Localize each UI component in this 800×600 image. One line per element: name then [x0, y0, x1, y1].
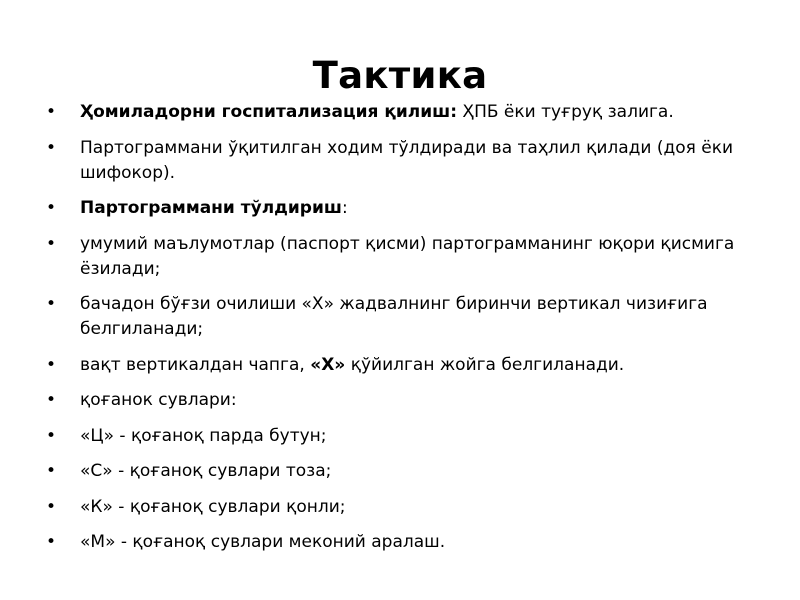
item-text: ҲПБ ёки туғруқ залига.: [457, 102, 674, 122]
bullet-icon: •: [46, 102, 57, 122]
bullet-icon: •: [46, 496, 57, 517]
item-text: қоғанок сувлари:: [80, 390, 237, 410]
bullet-list: [46, 100, 746, 555]
bullet-icon: •: [46, 294, 57, 314]
list-item: [46, 232, 746, 282]
item-text: умумий маълумотлар (паспорт қисми) партограмманинг юқори қисмига ёзилади;: [80, 233, 735, 279]
item-text: «Ц» - қоғаноқ парда бутун;: [80, 425, 327, 446]
bullet-icon: •: [46, 425, 57, 446]
bullet-icon: •: [46, 532, 57, 552]
list-item: [46, 292, 746, 342]
bullet-icon: •: [46, 390, 57, 410]
item-text: :: [341, 198, 348, 218]
bullet-icon: •: [46, 198, 57, 218]
item-text: вақт вертикалдан чапга,: [80, 354, 311, 375]
item-bold-text: Ҳомиладорни госпитализация қилиш:: [80, 102, 458, 122]
item-text: «М» - қоғаноқ сувлари меконий аралаш.: [80, 532, 446, 552]
list-item: [46, 196, 746, 221]
list-item: [46, 495, 746, 520]
item-bold-text: Партограммани тўлдириш: [80, 198, 342, 218]
bullet-icon: •: [46, 137, 57, 158]
item-bold-text: «Х»: [310, 354, 346, 375]
item-text: Партограммани ўқитилган ходим тўлдиради ва таҳлил қилади (доя ёки шифокор).: [80, 137, 734, 183]
list-item: [46, 353, 746, 378]
list-item: [46, 424, 746, 449]
list-item: [46, 459, 746, 484]
item-text: «С» - қоғаноқ сувлари тоза;: [80, 461, 332, 481]
bullet-icon: •: [46, 354, 57, 375]
list-item: [46, 530, 746, 555]
list-item: [46, 100, 746, 125]
bullet-icon: •: [46, 233, 57, 254]
slide-title: Тактика: [312, 54, 488, 97]
item-text: «К» - қоғаноқ сувлари қонли;: [80, 496, 346, 517]
list-item: [46, 388, 746, 413]
item-text: бачадон бўғзи очилиши «Х» жадвалнинг биринчи вертикал чизиғига белгиланади;: [80, 294, 708, 339]
bullet-icon: •: [46, 461, 57, 481]
list-item: [46, 136, 746, 186]
item-text-after: қўйилган жойга белгиланади.: [345, 354, 625, 375]
